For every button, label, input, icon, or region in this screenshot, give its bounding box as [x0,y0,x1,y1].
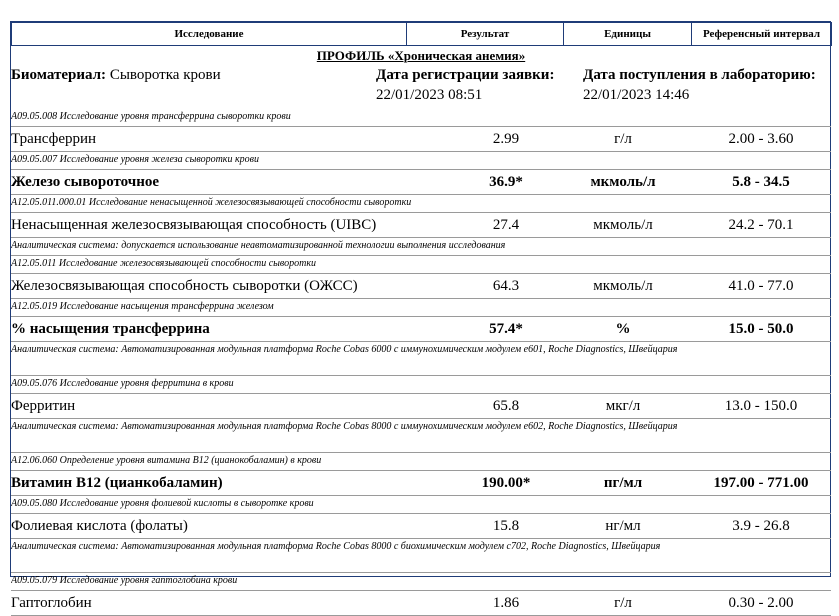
test-result: 190.00* [481,475,531,491]
method-note: А12.05.011.000.01 Исследование ненасыщенной железосвязывающей способности сыворотки [11,195,831,213]
test-unit: мкмоль/л [593,278,653,294]
result-row [11,514,831,539]
arrival-value: 22/01/2023 14:46 [583,87,690,103]
test-unit: пг/мл [603,475,643,491]
header-units: Единицы [564,23,692,46]
method-note: А09.05.079 Исследование уровня гаптоглобина крови [11,573,831,591]
result-row [11,317,831,342]
lab-report [11,22,831,616]
test-result: 2.99 [492,131,520,147]
test-name: % насыщения трансферрина [11,321,210,337]
test-unit: % [615,321,631,337]
test-reference: 3.9 - 26.8 [732,518,790,534]
test-unit: мкмоль/л [590,174,656,190]
test-reference: 0.30 - 2.00 [728,595,794,611]
results-list [11,109,831,616]
method-note: А09.05.007 Исследование уровня железа сыворотки крови [11,152,831,170]
arrival-label: Дата поступления в лабораторию: [583,67,816,83]
method-note: А09.05.076 Исследование уровня ферритина в крови [11,376,831,394]
method-note: А09.05.080 Исследование уровня фолиевой кислоты в сыворотке крови [11,496,831,514]
method-note: А12.06.060 Определение уровня витамина В12 (цианокобаламин) в крови [11,453,831,471]
method-note: А12.05.011 Исследование железосвязывающей способности сыворотки [11,256,831,274]
test-reference: 13.0 - 150.0 [724,398,798,414]
result-row [11,274,831,299]
test-name: Ферритин [11,398,76,414]
header-result: Результат [407,23,564,46]
test-reference: 5.8 - 34.5 [732,174,790,190]
method-note: Аналитическая система: Автоматизированная модульная платформа Roche Cobas 8000 с биохимическим модулем c702, Roche Diagnostics, Швейцария [11,539,831,573]
test-unit: г/л [614,595,632,611]
test-name: Витамин В12 (цианкобаламин) [11,475,223,491]
test-name: Трансферрин [11,131,97,147]
test-result: 15.8 [492,518,520,534]
result-row [11,213,831,238]
test-reference: 197.00 - 771.00 [713,475,809,491]
registration-label: Дата регистрации заявки: [376,67,555,83]
result-row [11,127,831,152]
test-result: 57.4* [489,321,523,337]
result-row [11,170,831,195]
test-name: Ненасыщенная железосвязывающая способность (UIBC) [11,217,377,233]
test-name: Железо сывороточное [11,174,160,190]
registration-value: 22/01/2023 08:51 [376,87,483,103]
header-reference: Референсный интервал [692,23,832,46]
test-reference: 41.0 - 77.0 [728,278,794,294]
biomaterial-value: Сыворотка крови [109,67,221,83]
test-reference: 2.00 - 3.60 [728,131,794,147]
biomaterial-label: Биоматериал: [11,67,107,83]
result-row [11,591,831,616]
test-reference: 15.0 - 50.0 [728,321,794,337]
test-name: Железосвязывающая способность сыворотки (ОЖСС) [11,278,358,294]
method-note: А12.05.019 Исследование насыщения трансферрина железом [11,299,831,317]
test-result: 27.4 [492,217,520,233]
test-unit: г/л [614,131,632,147]
test-result: 1.86 [492,595,520,611]
test-result: 65.8 [492,398,520,414]
test-name: Гаптоглобин [11,595,92,611]
test-result: 36.9* [489,174,523,190]
test-unit: мкг/л [605,398,641,414]
method-note: Аналитическая система: Автоматизированная модульная платформа Roche Cobas 6000 с иммунохимическим модулем e601, Roche Diagnostics, Швейцария [11,342,831,376]
test-reference: 24.2 - 70.1 [728,217,794,233]
test-unit: нг/мл [605,518,641,534]
method-note: А09.05.008 Исследование уровня трансферрина сыворотки крови [11,109,831,127]
test-unit: мкмоль/л [593,217,653,233]
test-result: 64.3 [492,278,520,294]
profile-title: ПРОФИЛЬ «Хроническая анемия» [316,48,526,63]
result-row [11,394,831,419]
result-row [11,471,831,496]
biomaterial-block [11,65,831,109]
test-name: Фолиевая кислота (фолаты) [11,518,188,534]
method-note: Аналитическая система: допускается использование неавтоматизированной технологии выполнения исследования [11,238,831,256]
method-note: Аналитическая система: Автоматизированная модульная платформа Roche Cobas 8000 с иммунохимическим модулем e602, Roche Diagnostics, Швейцария [11,419,831,453]
header-study: Исследование [12,23,407,46]
table-header [11,22,832,46]
